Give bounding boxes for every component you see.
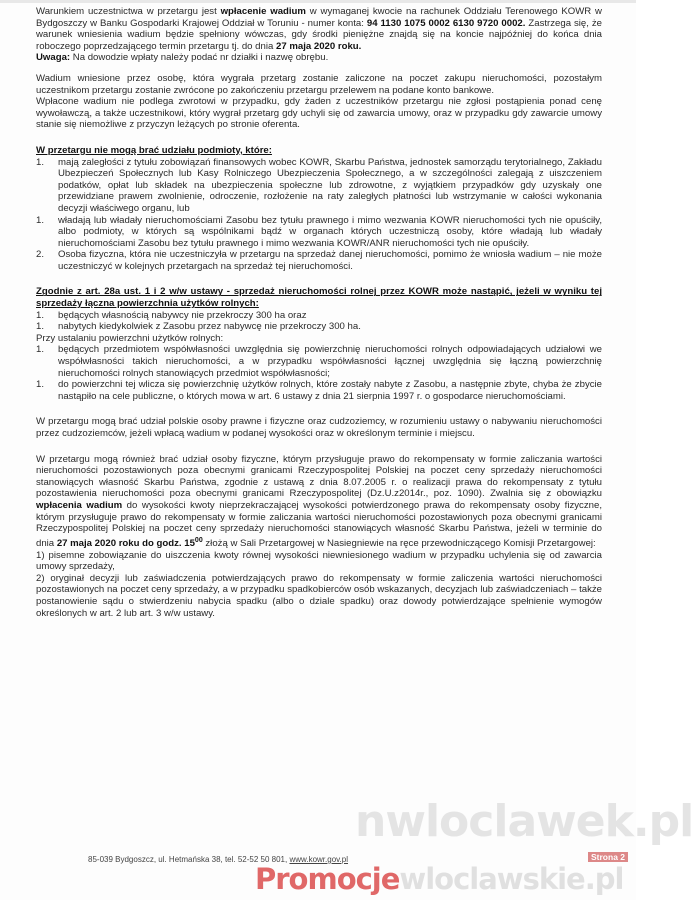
text-span: w wymaganej kwocie na rachunek Oddziału Terenowego KOWR w Bydgoszczy w Banku Gospodarki Krajowej Oddział w Toruniu - numer konta: [36, 6, 602, 29]
list-number: 1. [36, 309, 45, 321]
top-edge [0, 0, 636, 3]
section-heading-excluded: W przetargu nie mogą brać udziału podmioty, które: [36, 144, 272, 156]
wadium-return-paragraph: Wpłacone wadium nie podlega zwrotowi w przypadku, gdy żaden z uczestników przetargu nie zgłosi postąpienia ponad cenę wywoławczą, a także uczestnikowi, który wygrał przetarg gdy uchyli się od zawarcia umowy, oraz w przypadku gdy zawarcie umowy stanie się niemożliwe z przyczyn leżących po stronie oferenta. [36, 96, 602, 131]
list-number: 2. [36, 249, 45, 261]
bold-text: wpłacenia wadium [36, 499, 123, 511]
text-span: Warunkiem uczestnictwa w przetargu jest [36, 6, 221, 17]
watermark-part: wloclawskie.pl [399, 862, 624, 896]
list-text: mają zaległości z tytułu zobowiązań finansowych wobec KOWR, Skarbu Państwa, jednostek samorządu terytorialnego, Zakładu Ubezpieczeń Społecznych lub Kasy Rolniczego Ubezpieczenia Społecznego, a w szczególności zalegają z uiszczeniem podatków, opłat lub składek na ubezpieczenia społeczne lub zdrowotne, z wyjątkiem przypadków gdy uzyskały one przewidziane prawem zwolnienie, odroczenie, rozłożenie na raty zaległych płatności lub wstrzymanie w całości wykonania decyzji właściwego organu, lub [58, 156, 602, 214]
deadline-date: 27 maja 2020 roku. [276, 40, 362, 52]
text-span: W przetargu mogą również brać udział osoby fizyczne, którym przysługuje prawo do rekompensaty w formie zaliczania wartości nieruchomości pozostawionych poza obecnymi granicami Rzeczypospolitej Polskiej na poczet ceny sprzedaży nieruchomości stanowiących własność Skarbu Państwa, zgodnie z ustawą z dnia 8.07.2005 r. o realizacji prawa do rekompensaty z tytułu pozostawienia nieruchomości poza obecnymi granicami Rzeczypospolitej (Dz.U.z2014r., poz. 1090). Zwalnia się z obowiązku [36, 453, 602, 500]
list-item [36, 344, 602, 379]
footer-link[interactable]: www.kowr.gov.pl [289, 855, 348, 864]
list-text: nabytych kiedykolwiek z Zasobu przez nabywcę nie przekroczy 300 ha. [58, 321, 361, 333]
requirement-1: 1) pisemne zobowiązanie do uiszczenia kwoty równej wysokości niewniesionego wadium w przypadku uchylenia się od zawarcia umowy sprzedaży, [36, 549, 602, 573]
list-item [36, 249, 602, 272]
list-number: 1. [36, 379, 45, 391]
list-text: będących własnością nabywcy nie przekroczy 300 ha oraz [58, 309, 307, 321]
note-text: Na dowodzie wpłaty należy podać nr działki i nazwę obrębu. [70, 52, 329, 64]
superscript: 00 [194, 536, 203, 544]
list-text: będących przedmiotem współwłasności uwzględnia się powierzchnię nieruchomości rolnych odpowiadających udziałowi we współwłasności takich nieruchomości, a w przypadku współwłasności łącznej uwzględnia się łączną powierzchnię nieruchomości rolnych stanowiących przedmiot współwłasności; [58, 344, 602, 379]
list-text: Osoba fizyczna, która nie uczestniczyła w przetargu na sprzedaż danej nieruchomości, pomimo że wniosła wadium – nie może uczestniczyć w kolejnych przetargach na sprzedaż tej nieruchomości. [58, 249, 602, 272]
text-span: do wysokości kwoty nieprzekraczającej wysokości potwierdzonego prawa do rekompensaty osoby fizyczne, którym przysługuje prawo do rekompensaty w formie zaliczania wartości nieruchomości pozostawionych poza obecnymi granicami Rzeczypospolitej Polskiej na poczet ceny sprzedaży nieruchomości stanowiących własność Skarbu Państwa, jeżeli w terminie do dnia [36, 499, 602, 549]
page-number: Strona 2 [588, 852, 628, 862]
list-item [36, 379, 602, 402]
deadline-datetime [57, 538, 203, 549]
footer-address: 85-039 Bydgoszcz, ul. Hetmańska 38, tel. 52-52 50 801, [88, 855, 290, 864]
wadium-paragraph [36, 6, 602, 64]
list-number: 1. [36, 156, 45, 168]
list-item [36, 310, 602, 322]
text-span: złożą w Sali Przetargowej w Nasiegniewie na ręce przewodniczącego Komisji Przetargowej: [202, 537, 596, 549]
watermark-logo: nwloclawek.pl [355, 796, 693, 847]
note-label: Uwaga: [36, 52, 71, 64]
text-span: Zastrzega się, że warunek wniesienia wadium będzie spełniony wówczas, gdy środki pieniężne znajdą się na koncie najpóźniej do końca dnia roboczego poprzedzającego termin przetargu tj. do dnia [36, 17, 603, 52]
text-span: 27 maja 2020 roku do godz. 15 [56, 537, 195, 549]
compensation-paragraph [36, 454, 602, 550]
list-text: do powierzchni tej wlicza się powierzchnię użytków rolnych, które zostały nabyte z Zasobu, a następnie zbyte, chyba że zbycie nastąpiło na cele publiczne, o których mowa w art. 6 ustawy z dnia 21 sierpnia 1997 r. o gospodarce nieruchomościami. [58, 379, 602, 402]
wadium-credit-paragraph: Wadium wniesione przez osobę, która wygrała przetarg zostanie zaliczone na poczet zakupu nieruchomości, pozostałym uczestnikom przetargu zostanie zwrócone po zakończeniu przetargu przelewem na podane konto bankowe. [36, 72, 602, 96]
list-item [36, 157, 602, 215]
list-text: władają lub władały nieruchomościami Zasobu bez tytułu prawnego i mimo wezwania KOWR nieruchomości tych nie opuściły, albo podmioty, w których są wspólnikami bądź w organach których uczestniczą osoby, które władają lub władały nieruchomościami Zasobu bez tytułu prawnego i mimo wezwania KOWR/ANR nieruchomości tych nie opuściły. [58, 214, 602, 249]
section-heading-art28a: Zgodnie z art. 28a ust. 1 i 2 w/w ustawy - sprzedaż nieruchomości rolnej przez KOWR może nastąpić, jeżeli w wyniku tej sprzedaży łączna powierzchnia użytków rolnych: [36, 286, 602, 310]
account-number: 94 1130 1075 0002 6130 9720 0002. [366, 17, 526, 29]
subheading: Przy ustalaniu powierzchni użytków rolnych: [36, 332, 224, 344]
list-item [36, 215, 602, 250]
list-number: 1. [36, 214, 45, 226]
watermark-promo [255, 862, 623, 896]
list-number: 1. [36, 344, 45, 356]
bold-text: wpłacenie wadium [220, 6, 306, 17]
participants-paragraph: W przetargu mogą brać udział polskie osoby prawne i fizyczne oraz cudzoziemcy, w rozumieniu ustawy o nabywaniu nieruchomości przez cudzoziemców, jeżeli wpłacą wadium w podanej wysokości oraz w określonym terminie i miejscu. [36, 416, 602, 439]
watermark-part: Promocje [255, 862, 400, 896]
list-item [36, 321, 602, 333]
document-body [36, 6, 602, 619]
requirement-2: 2) oryginał decyzji lub zaświadczenia potwierdzających prawo do rekompensaty w formie zaliczenia wartości nieruchomości pozostawionych na poczet ceny sprzedaży, a w przypadku spadkobierców osób wskazanych, decyzjach lub zaświadczeniach – także postanowienie sądu o stwierdzeniu nabycia spadku (albo o dziale spadku) oraz dowody potwierdzające spełnienie wymogów określonych w art. 2 lub art. 3 w/w ustawy. [36, 572, 602, 619]
list-number: 1. [36, 321, 45, 333]
